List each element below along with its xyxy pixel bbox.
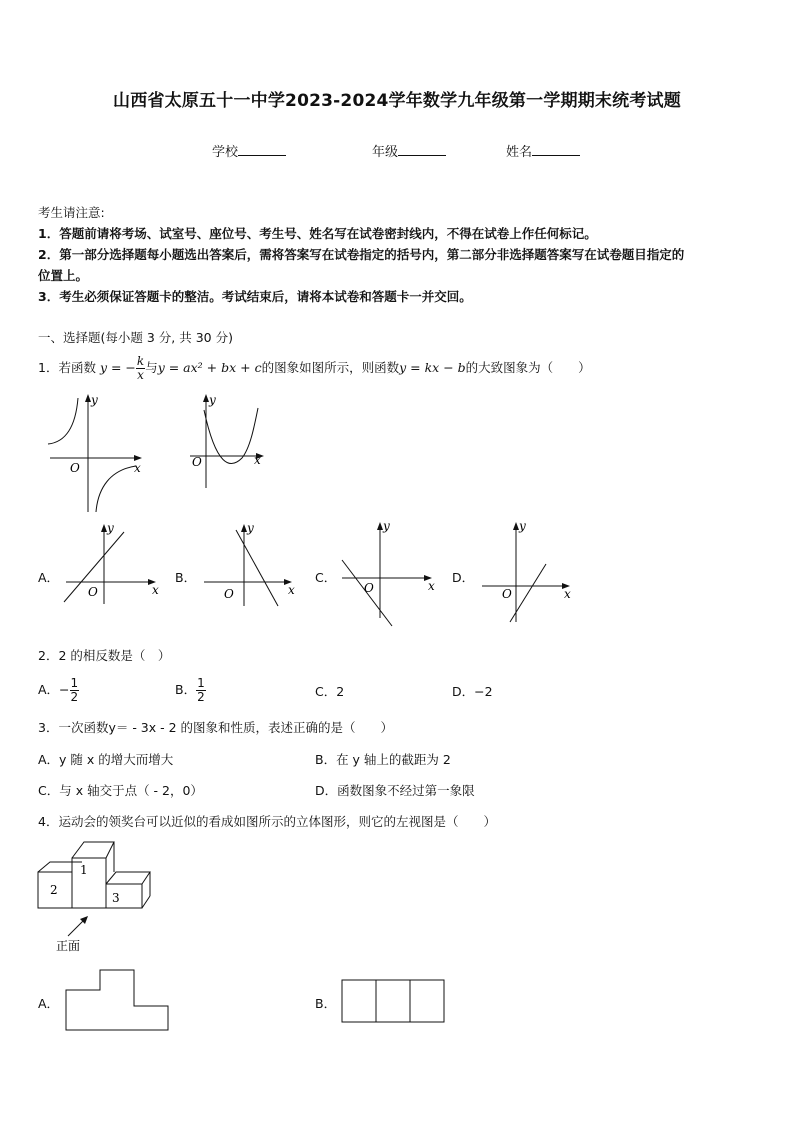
podium-label-1: 1 [80, 863, 88, 877]
origin-label: O [192, 455, 202, 469]
podium-side-3-bottom [142, 896, 150, 908]
grade-blank [398, 143, 446, 156]
q1-prefix: 1．若函数 [38, 360, 96, 375]
q1-option-b-label: B． [175, 570, 197, 585]
origin-label: O [224, 587, 234, 601]
origin-label: O [502, 587, 512, 601]
line-graph [236, 530, 278, 606]
hyperbola-branch-upper [48, 398, 78, 444]
q1-option-b-graph [198, 522, 302, 606]
q1-suffix1: 的图象如图所示，则函数 [261, 360, 400, 375]
podium-top-3 [106, 872, 150, 884]
podium-top-2 [38, 862, 82, 872]
x-label: x [152, 583, 159, 597]
q1-fraction [136, 355, 145, 382]
page-title: 山西省太原五十一中学2023-2024学年数学九年级第一学期期末统考试题 [113, 91, 681, 111]
notice-item-1: 1．答题前请将考场、试室号、座位号、考生号、姓名写在试卷密封线内，不得在试卷上作任何标记。 [38, 226, 597, 241]
y-label: y [383, 519, 390, 533]
q2-option-c: C．2 [315, 684, 345, 699]
left-view-cell-3 [410, 980, 444, 1022]
left-view-cell-2 [376, 980, 410, 1022]
q2-stem: 2．2 的相反数是（ ） [38, 648, 171, 663]
y-label: y [247, 521, 254, 535]
notice-heading: 考生请注意: [38, 205, 105, 220]
y-label: y [519, 519, 526, 533]
q3-option-b: B．在 y 轴上的截距为 2 [315, 752, 451, 767]
left-view-shape-a [66, 970, 168, 1030]
q1-option-c-label: C． [315, 570, 337, 585]
q1-eq3: y = kx − b [399, 360, 466, 375]
q4-option-b-figure [340, 978, 450, 1026]
q1-stem [38, 352, 591, 384]
q4-option-a-label: A． [38, 996, 60, 1011]
q3-option-c: C．与 x 轴交于点（ - 2，0） [38, 783, 203, 798]
q3-option-d: D．函数图象不经过第一象限 [315, 783, 475, 798]
name-blank [532, 143, 580, 156]
y-label: y [107, 521, 114, 535]
front-label: 正面 [56, 939, 81, 953]
section-heading: 一、选择题(每小题 3 分, 共 30 分) [38, 330, 233, 345]
q3-option-a: A．y 随 x 的增大而增大 [38, 752, 174, 767]
hyperbola-branch-lower [96, 466, 136, 512]
q1-frac-den: x [137, 368, 144, 382]
q2-b-den: 2 [197, 690, 205, 704]
name-label: 姓名 [506, 145, 533, 160]
q2-option-b-label: B． [175, 682, 197, 697]
q4-option-b-label: B． [315, 996, 337, 1011]
notice-item-2-cont: 位置上。 [38, 268, 89, 283]
q2-option-b [175, 672, 206, 708]
q1-option-c-graph [336, 518, 440, 628]
parabola-graph [186, 392, 270, 492]
school-blank [238, 143, 286, 156]
q2-option-d: D．−2 [452, 684, 493, 699]
y-label: y [91, 393, 98, 407]
x-label: x [254, 453, 261, 467]
left-view-cell-1 [342, 980, 376, 1022]
notice-item-2: 2．第一部分选择题每小题选出答案后，需将答案写在试卷指定的括号内，第二部分非选择题答案写在试卷题目指定的 [38, 247, 685, 262]
q2-a-num: 1 [70, 676, 79, 690]
hyperbola-graph [44, 392, 144, 517]
q1-mid: 与 [145, 360, 158, 375]
q3-stem: 3．一次函数y＝ - 3x - 2 的图象和性质，表述正确的是（ ） [38, 720, 394, 735]
q1-suffix2: 的大致图象为（ ） [465, 360, 591, 375]
origin-label: O [88, 585, 98, 599]
school-label: 学校 [212, 145, 239, 160]
school-field [212, 141, 286, 160]
origin-label: O [364, 581, 374, 595]
q1-frac-num: k [136, 354, 145, 368]
x-label: x [428, 579, 435, 593]
podium-top-1 [72, 842, 114, 858]
notice-item-3: 3．考生必须保证答题卡的整洁。考试结束后，请将本试卷和答题卡一并交回。 [38, 289, 472, 304]
y-label: y [209, 393, 216, 407]
q2-option-b-fraction [196, 677, 206, 704]
parabola-curve [204, 408, 258, 464]
grade-field [372, 141, 446, 160]
x-label: x [564, 587, 571, 601]
q4-stem: 4．运动会的领奖台可以近似的看成如图所示的立体图形，则它的左视图是（ ） [38, 814, 496, 829]
q1-option-d-graph [476, 518, 580, 628]
podium-label-2: 2 [50, 883, 58, 897]
name-field [506, 141, 580, 160]
x-label: x [134, 461, 141, 475]
q1-eq2: y = ax² + bx + c [157, 360, 262, 375]
q2-option-a-label: A．− [38, 682, 70, 697]
q2-a-den: 2 [70, 690, 79, 704]
q1-option-a-label: A． [38, 570, 60, 585]
q2-b-num: 1 [197, 676, 205, 690]
q1-option-d-label: D． [452, 570, 475, 585]
podium-figure [36, 838, 152, 958]
q1-option-a-graph [60, 522, 164, 606]
q4-option-a-figure [64, 968, 174, 1034]
podium-label-3: 3 [112, 891, 120, 905]
origin-label: O [70, 461, 80, 475]
q1-eq1: y = − [99, 360, 136, 375]
q2-option-a [38, 672, 79, 708]
podium-front-1 [72, 858, 106, 908]
q2-option-a-fraction [70, 677, 80, 704]
grade-label: 年级 [372, 145, 399, 160]
line-graph [510, 564, 546, 622]
x-label: x [288, 583, 295, 597]
